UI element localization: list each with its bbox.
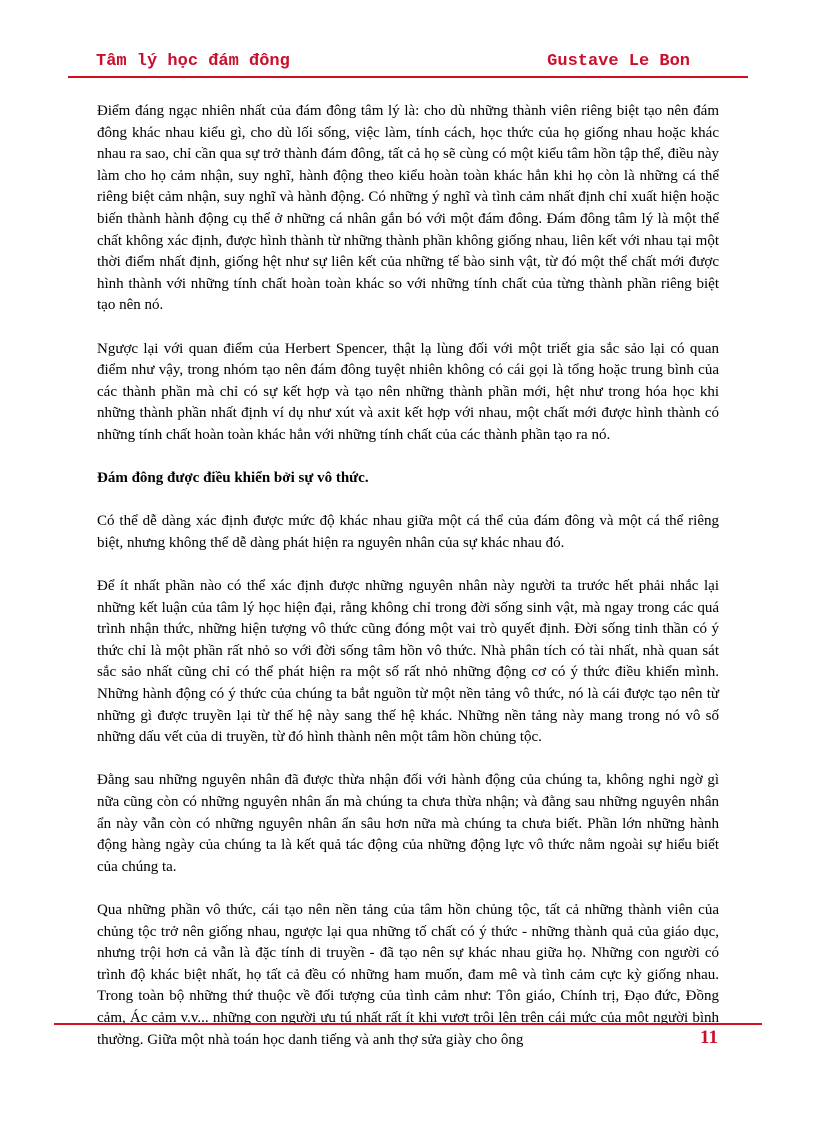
page-body <box>97 101 719 1073</box>
section-heading: Đám đông được điều khiển bởi sự vô thức. <box>97 470 369 487</box>
footer-divider <box>54 1023 762 1025</box>
paragraph-6: Qua những phần vô thức, cái tạo nên nền tảng của tâm hồn chủng tộc, tất cả những thành viên của chủng tộc trở nên giống nhau, ngược lại qua những tố chất có ý thức - những thành quả của giáo dục, nhưng trội hơn cả vẫn là đặc tính di truyền - đã tạo nên sự khác nhau giữa họ. Những con người có trình độ khác biệt nhất, họ tất cả đều có những ham muốn, đam mê và tình cảm cực kỳ giống nhau. Trong toàn bộ những thứ thuộc về đối tượng của tình cảm như: Tôn giáo, Chính trị, Đạo đức, Đồng cảm, Ác cảm v.v... những con người ưu tú nhất rất ít khi vượt trội lên trên cái mức của một người bình thường. Giữa một nhà toán học danh tiếng và anh thợ sửa giày cho ông <box>97 901 719 1048</box>
header-author: Gustave Le Bon <box>547 52 690 71</box>
paragraph-1: Điểm đáng ngạc nhiên nhất của đám đông tâm lý là: cho dù những thành viên riêng biệt tạo nên đám đông khác nhau kiểu gì, cho dù lối sống, việc làm, tính cách, học thức của họ giống nhau hoặc khác nhau ra sao, chỉ cần qua sự trở thành đám đông, tất cả họ sẽ cùng có một kiểu tâm hồn tập thể, điều này làm cho họ cảm nhận, suy nghĩ, hành động theo kiểu hoàn toàn khác hẳn khi họ còn là những cá thể riêng biệt cảm nhận, suy nghĩ và hành động. Có những ý nghĩ và tình cảm nhất định chỉ xuất hiện hoặc biến thành hành động cụ thể ở những cá nhân gắn bó với một đám đông. Đám đông tâm lý là một thể chất không xác định, được hình thành từ những thành phần không giống nhau, liên kết với nhau tại một thời điểm nhất định, giống hệt như sự liên kết của những tế bào sinh vật, từ đó một thể chất mới được hình thành với những tính chất hoàn toàn khác so với những tính chất của từng thành phần riêng biệt tạo nên nó. <box>97 103 719 314</box>
header-divider <box>68 76 748 78</box>
paragraph-4: Để ít nhất phần nào có thể xác định được những nguyên nhân này người ta trước hết phải nhắc lại những kết luận của tâm lý học hiện đại, rằng không chỉ trong đời sống sinh vật, mà ngay trong các quá trình nhận thức, những hiện tượng vô thức cũng đóng một vai trò quyết định. Đời sống tinh thần có ý thức chỉ là một phần rất nhỏ so với đời sống tâm hồn vô thức. Nhà phân tích có tài nhất, nhà quan sát sắc sảo nhất cũng chỉ có thể phát hiện ra một số rất nhỏ những động cơ có ý thức điều khiển mình. Những hành động có ý thức của chúng ta bắt nguồn từ một nền tảng vô thức, nó là cái được tạo nên từ những gì được truyền lại từ thế hệ này sang thế hệ khác. Những nền tảng này mang trong nó vô số những dấu vết của di truyền, từ đó hình thành nên một tâm hồn chủng tộc. <box>97 578 719 746</box>
paragraph-5: Đằng sau những nguyên nhân đã được thừa nhận đối với hành động của chúng ta, không nghi ngờ gì nữa cũng còn có những nguyên nhân ẩn mà chúng ta chưa thừa nhận; và đằng sau những nguyên nhân ẩn này vẫn còn có những nguyên nhân ẩn sâu hơn nữa mà chúng ta chưa biết. Phần lớn những hành động hàng ngày của chúng ta là kết quả tác động của những động lực vô thức nằm ngoài sự hiểu biết của chúng ta. <box>97 772 719 875</box>
page-header <box>96 50 690 74</box>
paragraph-3: Có thể dễ dàng xác định được mức độ khác nhau giữa một cá thể của đám đông và một cá thể riêng biệt, nhưng không thể dễ dàng phát hiện ra nguyên nhân của sự khác nhau đó. <box>97 513 719 551</box>
paragraph-2: Ngược lại với quan điểm của Herbert Spencer, thật lạ lùng đối với một triết gia sắc sảo lại có quan điểm như vậy, trong nhóm tạo nên đám đông tuyệt nhiên không có cái gọi là tổng hoặc trung bình của các thành phần mà chỉ có sự kết hợp và tạo nên những thành phần mới, hệt như trong hóa học khi những thành phần nhất định ví dụ như xút và axit kết hợp với nhau, một chất mới được hình thành có những tính chất hoàn toàn khác hẳn với những tính chất của các thành phần tạo ra nó. <box>97 340 719 443</box>
header-book-title: Tâm lý học đám đông <box>96 52 290 71</box>
page-number: 11 <box>700 1027 718 1048</box>
